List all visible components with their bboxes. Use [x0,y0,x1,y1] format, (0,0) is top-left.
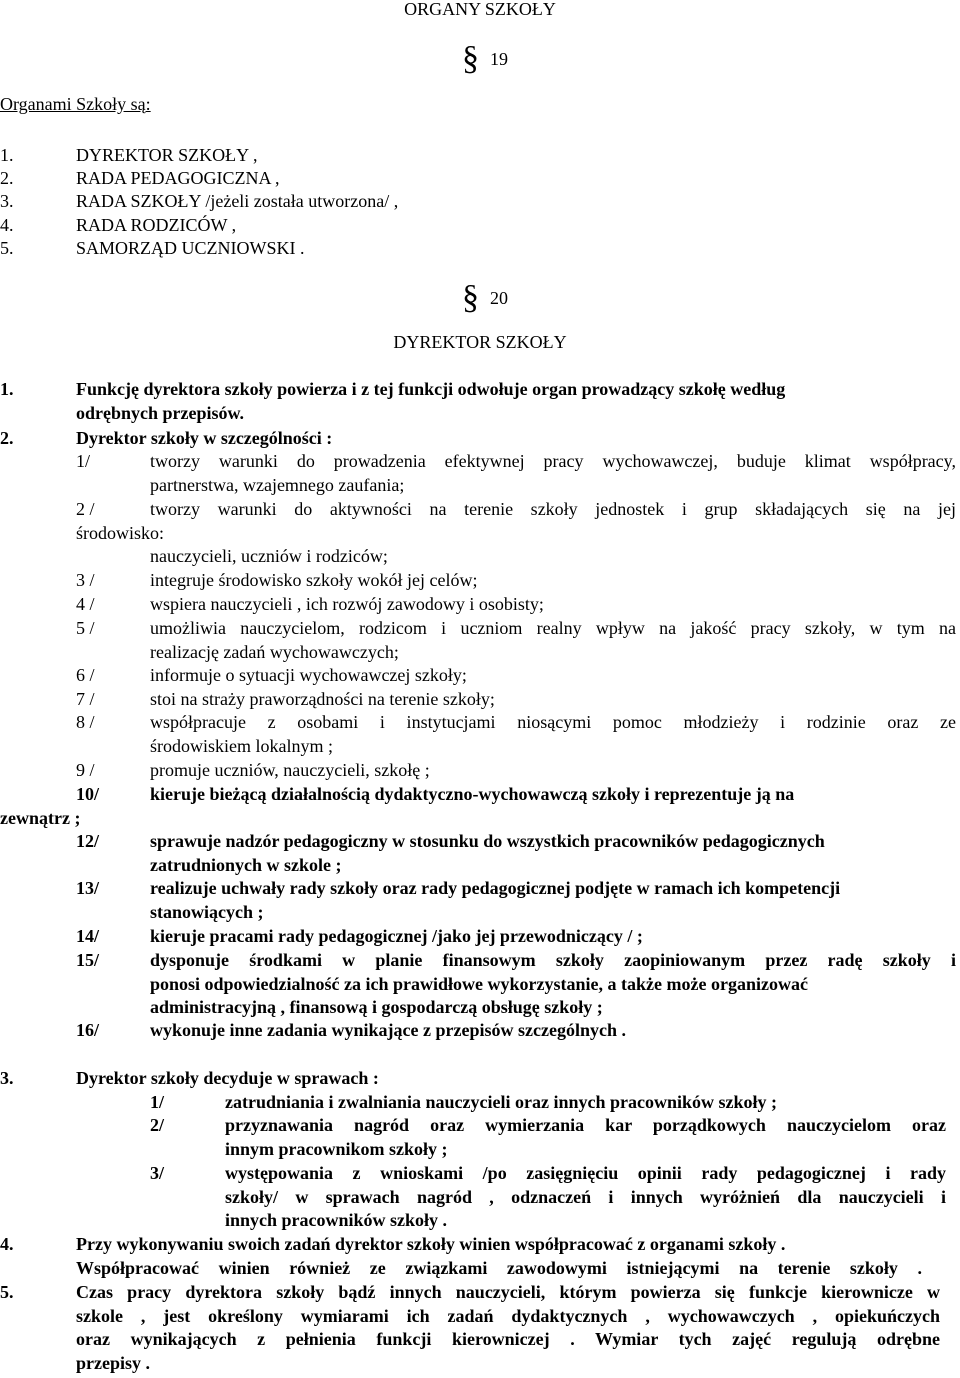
decision-number: 1/ [150,1092,165,1112]
section-number: 19 [490,49,508,69]
section-20-title: DYREKTOR SZKOŁY [393,332,567,352]
duty-text-line: ponosi odpowiedzialność za ich prawidłowe wykorzystanie, a także może organizować [150,973,808,994]
decision-number: 2/ [150,1115,165,1135]
duty-number: 2 / [76,499,95,519]
organ-number: 4. [0,215,14,235]
duty-number: 6 / [76,665,95,685]
decision-text-line: innych pracowników szkoły . [225,1210,448,1230]
duty-text-line: kieruje pracami rady pedagogicznej /jako jej przewodniczący / ; [150,926,643,946]
paragraph-5-line: przepisy . [76,1352,150,1373]
duty-number: 5 / [76,618,95,638]
duty-number: 10/ [76,784,100,804]
organ-item: RADA RODZICÓW , [76,215,237,235]
duty-number: 9 / [76,760,95,780]
duty-text-line: stanowiących ; [150,901,264,922]
duty-text-line: zatrudnionych w szkole ; [150,854,342,875]
duty-number: 8 / [76,712,95,732]
paragraph-5-line: oraz wynikających z pełnienia funkcji kierowniczej . Wymiar tych zajęć regulują odrębne [76,1329,940,1349]
organ-item: SAMORZĄD UCZNIOWSKI . [76,238,305,258]
decision-text-line: szkoły/ w sprawach nagród , odznaczeń i innych wyróżnień dla nauczycieli i [225,1186,946,1207]
decision-text-line: innym pracownikom szkoły ; [225,1138,448,1159]
duty-text-line: integruje środowisko szkoły wokół jej celów; [150,570,478,590]
decision-text-line: zatrudniania i zwalniania nauczycieli oraz innych pracowników szkoły ; [225,1092,778,1112]
intro-text: Organami Szkoły są: [0,94,151,114]
duty-text-line: dysponuje środkami w planie finansowym szkoły zaopiniowanym przez radę szkoły i [150,950,956,970]
paragraph-3-number: 3. [0,1068,14,1088]
paragraph-2-number: 2. [0,428,14,448]
duty-text-line: środowiskiem lokalnym ; [150,735,333,756]
duty-number: 14/ [76,926,100,946]
paragraph-1-line: odrębnych przepisów. [76,403,245,423]
paragraph-2-text: Dyrektor szkoły w szczególności : [76,428,333,448]
duty-text-line: sprawuje nadzór pedagogiczny w stosunku do wszystkich pracowników pedagogicznych [150,831,825,851]
duty-text-line: realizację zadań wychowawczych; [150,641,399,662]
paragraph-4-number: 4. [0,1234,14,1254]
duty-text-line: środowisko: [76,522,165,543]
section-number: 20 [490,288,508,308]
paragraph-5-line: Czas pracy dyrektora szkoły bądź innych nauczycieli, którym powierza się funkcje kierownicze w [76,1282,940,1302]
paragraph-4-line: Współpracować winien również ze związkami zawodowymi istniejącymi na terenie szkoły . [76,1257,922,1278]
organ-item: RADA PEDAGOGICZNA , [76,168,280,188]
organ-number: 2. [0,168,14,188]
section-symbol: § [462,279,479,316]
duty-text-line: partnerstwa, wzajemnego zaufania; [150,474,405,495]
duty-number: 13/ [76,878,100,898]
duty-text-line: administracyjną , finansową i gospodarczą obsługę szkoły ; [150,997,603,1017]
paragraph-5-number: 5. [0,1282,14,1302]
duty-text-line: umożliwia nauczycielom, rodzicom i uczniom realny wpływ na jakość pracy szkoły, w tym na [150,618,956,638]
duty-text-line: wykonuje inne zadania wynikające z przepisów szczególnych . [150,1020,626,1040]
duty-number: 7 / [76,689,95,709]
organ-number: 1. [0,145,14,165]
duty-text-line: wspiera nauczycieli , ich rozwój zawodowy i osobisty; [150,594,544,614]
organ-number: 5. [0,238,14,258]
decision-text-line: występowania z wnioskami /po zasięgnięciu opinii rady pedagogicznej i rady [225,1163,946,1183]
section-20-heading [462,279,508,316]
duty-text-line: tworzy warunki do aktywności na terenie szkoły jednostek i grup składających się na jej [150,499,956,519]
duty-text-line: stoi na straży praworządności na terenie szkoły; [150,689,495,709]
duty-text-line: współpracuje z osobami i instytucjami niosącymi pomoc młodzieży i rodzinie oraz ze [150,712,956,732]
duty-text-line: nauczycieli, uczniów i rodziców; [150,546,388,566]
paragraph-4-line: Przy wykonywaniu swoich zadań dyrektor szkoły winien współpracować z organami szkoły . [76,1234,786,1254]
organ-item: RADA SZKOŁY /jeżeli została utworzona/ , [76,191,399,211]
section-symbol: § [462,40,479,77]
organ-number: 3. [0,191,14,211]
decision-text-line: przyznawania nagród oraz wymierzania kar porządkowych nauczycielom oraz [225,1115,946,1135]
duty-text-line: informuje o sytuacji wychowawczej szkoły; [150,665,467,685]
duty-text-line: zewnątrz ; [0,807,81,828]
duty-number: 16/ [76,1020,100,1040]
duty-text-line: realizuje uchwały rady szkoły oraz rady pedagogicznej podjęte w ramach ich kompetencji [150,878,841,898]
section-19-heading [462,40,508,77]
duty-text-line: promuje uczniów, nauczycieli, szkołę ; [150,760,430,780]
duty-number: 3 / [76,570,95,590]
duty-number: 15/ [76,950,100,970]
duty-text-line: tworzy warunki do prowadzenia efektywnej pracy wychowawczej, buduje klimat współpracy, [150,451,956,471]
organ-item: DYREKTOR SZKOŁY , [76,145,258,165]
page-header: ORGANY SZKOŁY [404,0,556,19]
paragraph-1-number: 1. [0,379,14,399]
duty-number: 12/ [76,831,100,851]
duty-text-line: kieruje bieżącą działalnością dydaktyczno-wychowawczą szkoły i reprezentuje ją na [150,784,795,804]
duty-number: 4 / [76,594,95,614]
paragraph-5-line: szkole , jest określony wymiarami ich zadań dydaktycznych , wychowawczych , opiekuńczych [76,1305,940,1326]
paragraph-1-line: Funkcję dyrektora szkoły powierza i z tej funkcji odwołuje organ prowadzący szkołę według [76,379,786,399]
duty-number: 1/ [76,451,91,471]
paragraph-3-text: Dyrektor szkoły decyduje w sprawach : [76,1068,379,1088]
decision-number: 3/ [150,1163,165,1183]
